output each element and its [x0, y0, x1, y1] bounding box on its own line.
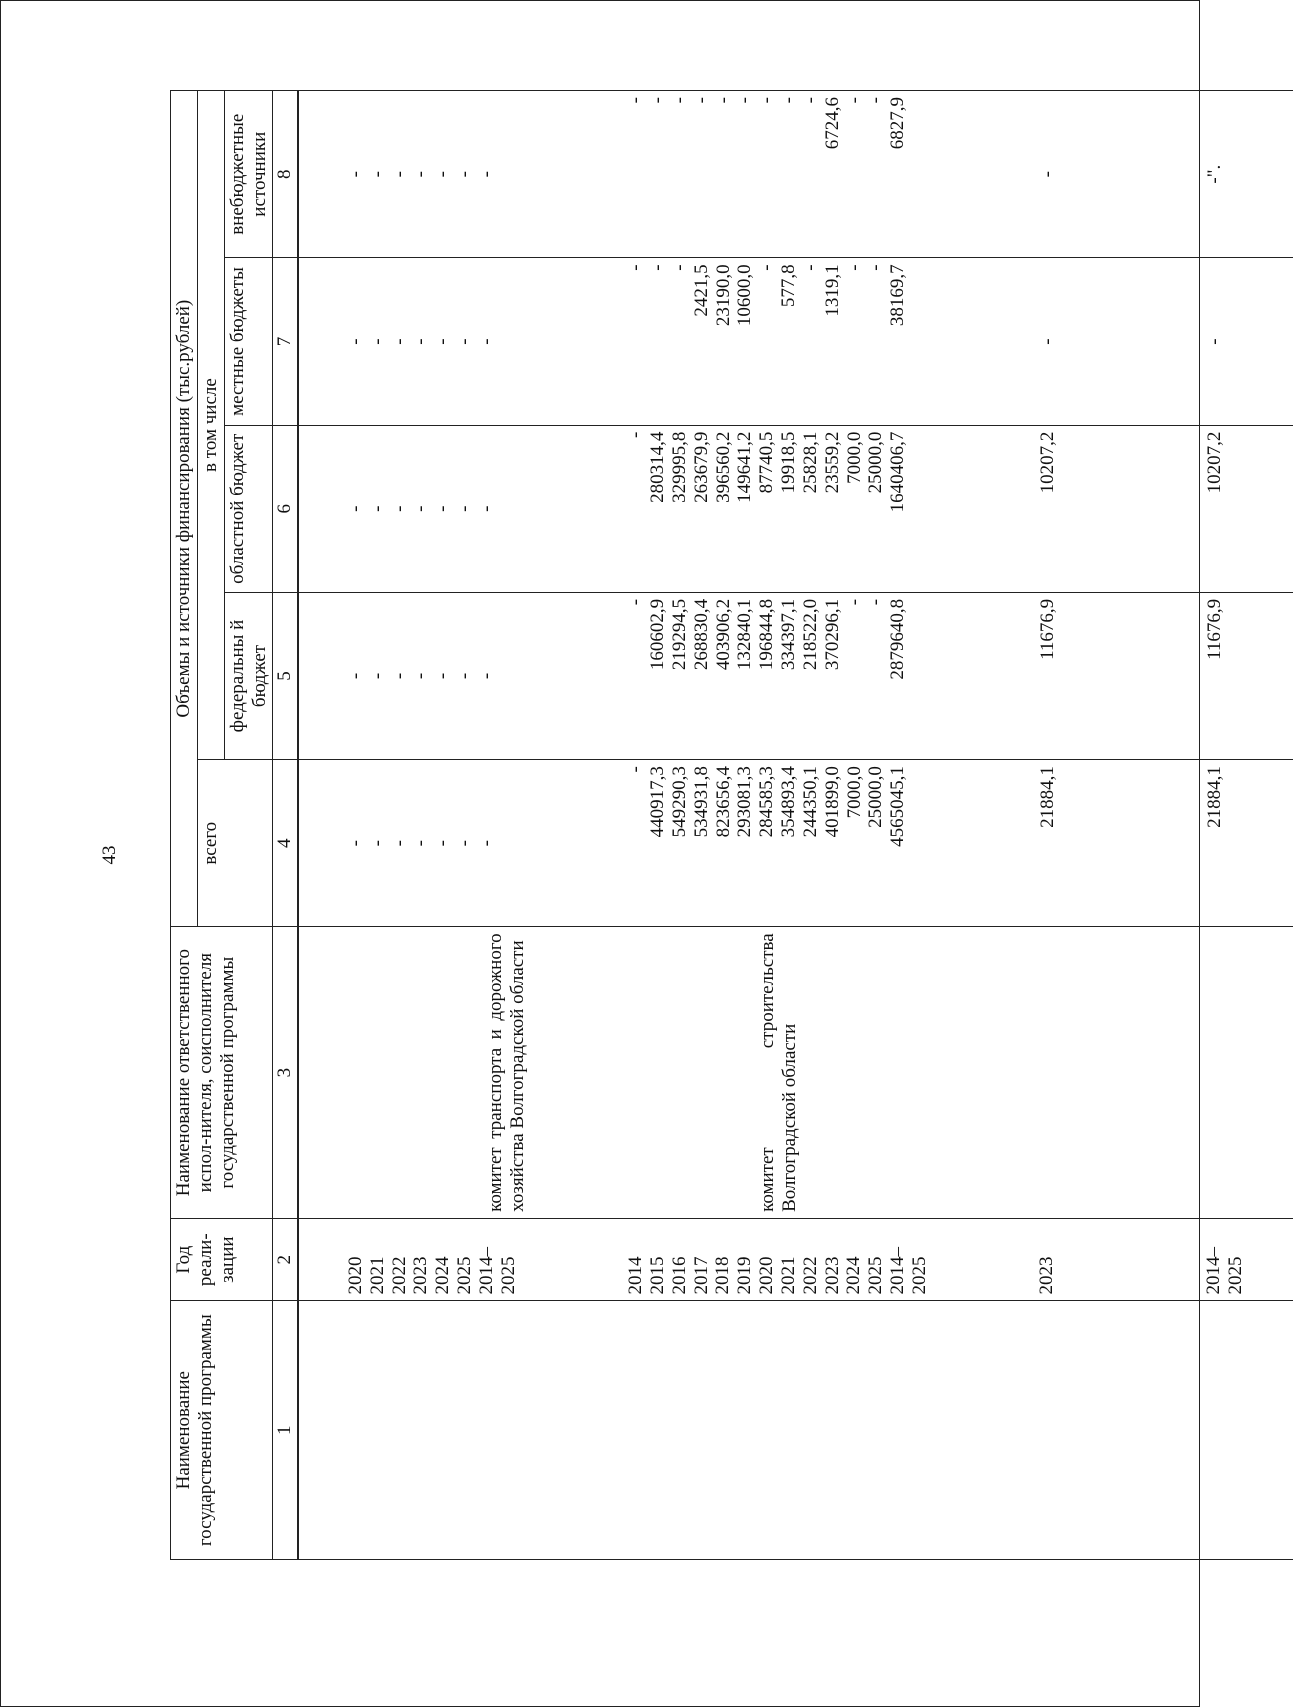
header-local: местные бюджеты [224, 258, 273, 425]
local-cell [298, 258, 1293, 425]
header-extra: внебюджетные источники [224, 91, 273, 258]
values-block: - - - - - - - [344, 338, 497, 345]
header-regional: областной бюджет [224, 425, 273, 592]
values-block: - - - - - - - [344, 171, 497, 178]
values-block: - - - 2421,5 23190,0 10600,0 - 577,8 - 1319,1 - - 38169,7 [625, 264, 909, 327]
values-block: - 280314,4 329995,8 263679,9 396560,2 149641,2 87740,5 19918,5 25828,1 23559,2 7000,0 25000,0 1640406,7 [625, 431, 909, 513]
header-federal: федеральны й бюджет [224, 592, 273, 759]
total-cell [298, 760, 1293, 927]
header-year: Год реали-зации [171, 1218, 273, 1301]
header-program-name: Наименование государственной программы [171, 1301, 273, 1560]
years-block: 2014 2015 2016 2017 2018 2019 2020 2021 2022 2023 2024 2025 2014– 2025 [625, 1246, 930, 1295]
program-name-cell [298, 1301, 1293, 1560]
values-block: 10207,2 [1203, 431, 1225, 494]
values-block: 11676,9 [1203, 598, 1225, 660]
values-block: - - - - - - - - - 6724,6 - - 6827,9 [625, 97, 909, 150]
values-block: - [1203, 338, 1225, 345]
regional-cell [298, 425, 1293, 592]
header-including: в том числе [197, 91, 224, 760]
year-cell [298, 1218, 1293, 1301]
funding-table [170, 90, 1293, 1560]
values-block: 10207,2 [1036, 431, 1058, 494]
header-total: всего [197, 760, 273, 927]
header-funding-group: Объемы и источники финансирования (тыс.рублей) [171, 91, 198, 927]
column-number: 7 [273, 258, 298, 425]
column-number: 4 [273, 760, 298, 927]
column-number: 2 [273, 1218, 298, 1301]
values-block: 11676,9 [1036, 598, 1058, 660]
values-block: - 440917,3 549290,3 534931,8 823656,4 293081,3 284585,3 354893,4 244350,1 401899,0 7000,0 25000,0 4565045,1 [625, 766, 909, 847]
values-block: - - - - - - - [344, 505, 497, 512]
federal-cell [298, 592, 1293, 759]
executor-transport: комитет транспорта и дорожного хозяйства Волгоградской области [485, 933, 529, 1212]
values-block: - - - - - - - [344, 840, 497, 847]
column-number: 1 [273, 1301, 298, 1560]
values-block: 21884,1 [1203, 766, 1225, 828]
values-block: - 160602,9 219294,5 268830,4 403906,2 132840,1 196844,8 334397,1 218522,0 370296,1 - - 2879640,8 [625, 598, 909, 680]
column-number: 3 [273, 927, 298, 1219]
executor-cell [298, 927, 1293, 1219]
values-block: 21884,1 [1036, 766, 1058, 828]
column-number-row [273, 91, 298, 1560]
values-block: - [1036, 171, 1058, 178]
years-block: 2023 [1036, 1256, 1058, 1295]
header-executor: Наименование ответственного испол-нителя, соисполнителя государственной программы [171, 927, 273, 1219]
page-number: 43 [99, 845, 120, 865]
column-number: 8 [273, 91, 298, 258]
years-block: 2020 2021 2022 2023 2024 2025 2014– 2025 [344, 1246, 519, 1295]
executor-construction: комитет строительства Волгоградской области [756, 933, 800, 1212]
column-number: 5 [273, 592, 298, 759]
values-block: - - - - - - - [344, 672, 497, 680]
values-block: - [1036, 338, 1058, 345]
extra-cell [298, 91, 1293, 258]
rotated-table-area [170, 90, 1247, 1560]
years-block: 2014– 2025 [1203, 1246, 1247, 1295]
column-number: 6 [273, 425, 298, 592]
table-row [298, 91, 1293, 1560]
values-block: -". [1203, 164, 1225, 184]
